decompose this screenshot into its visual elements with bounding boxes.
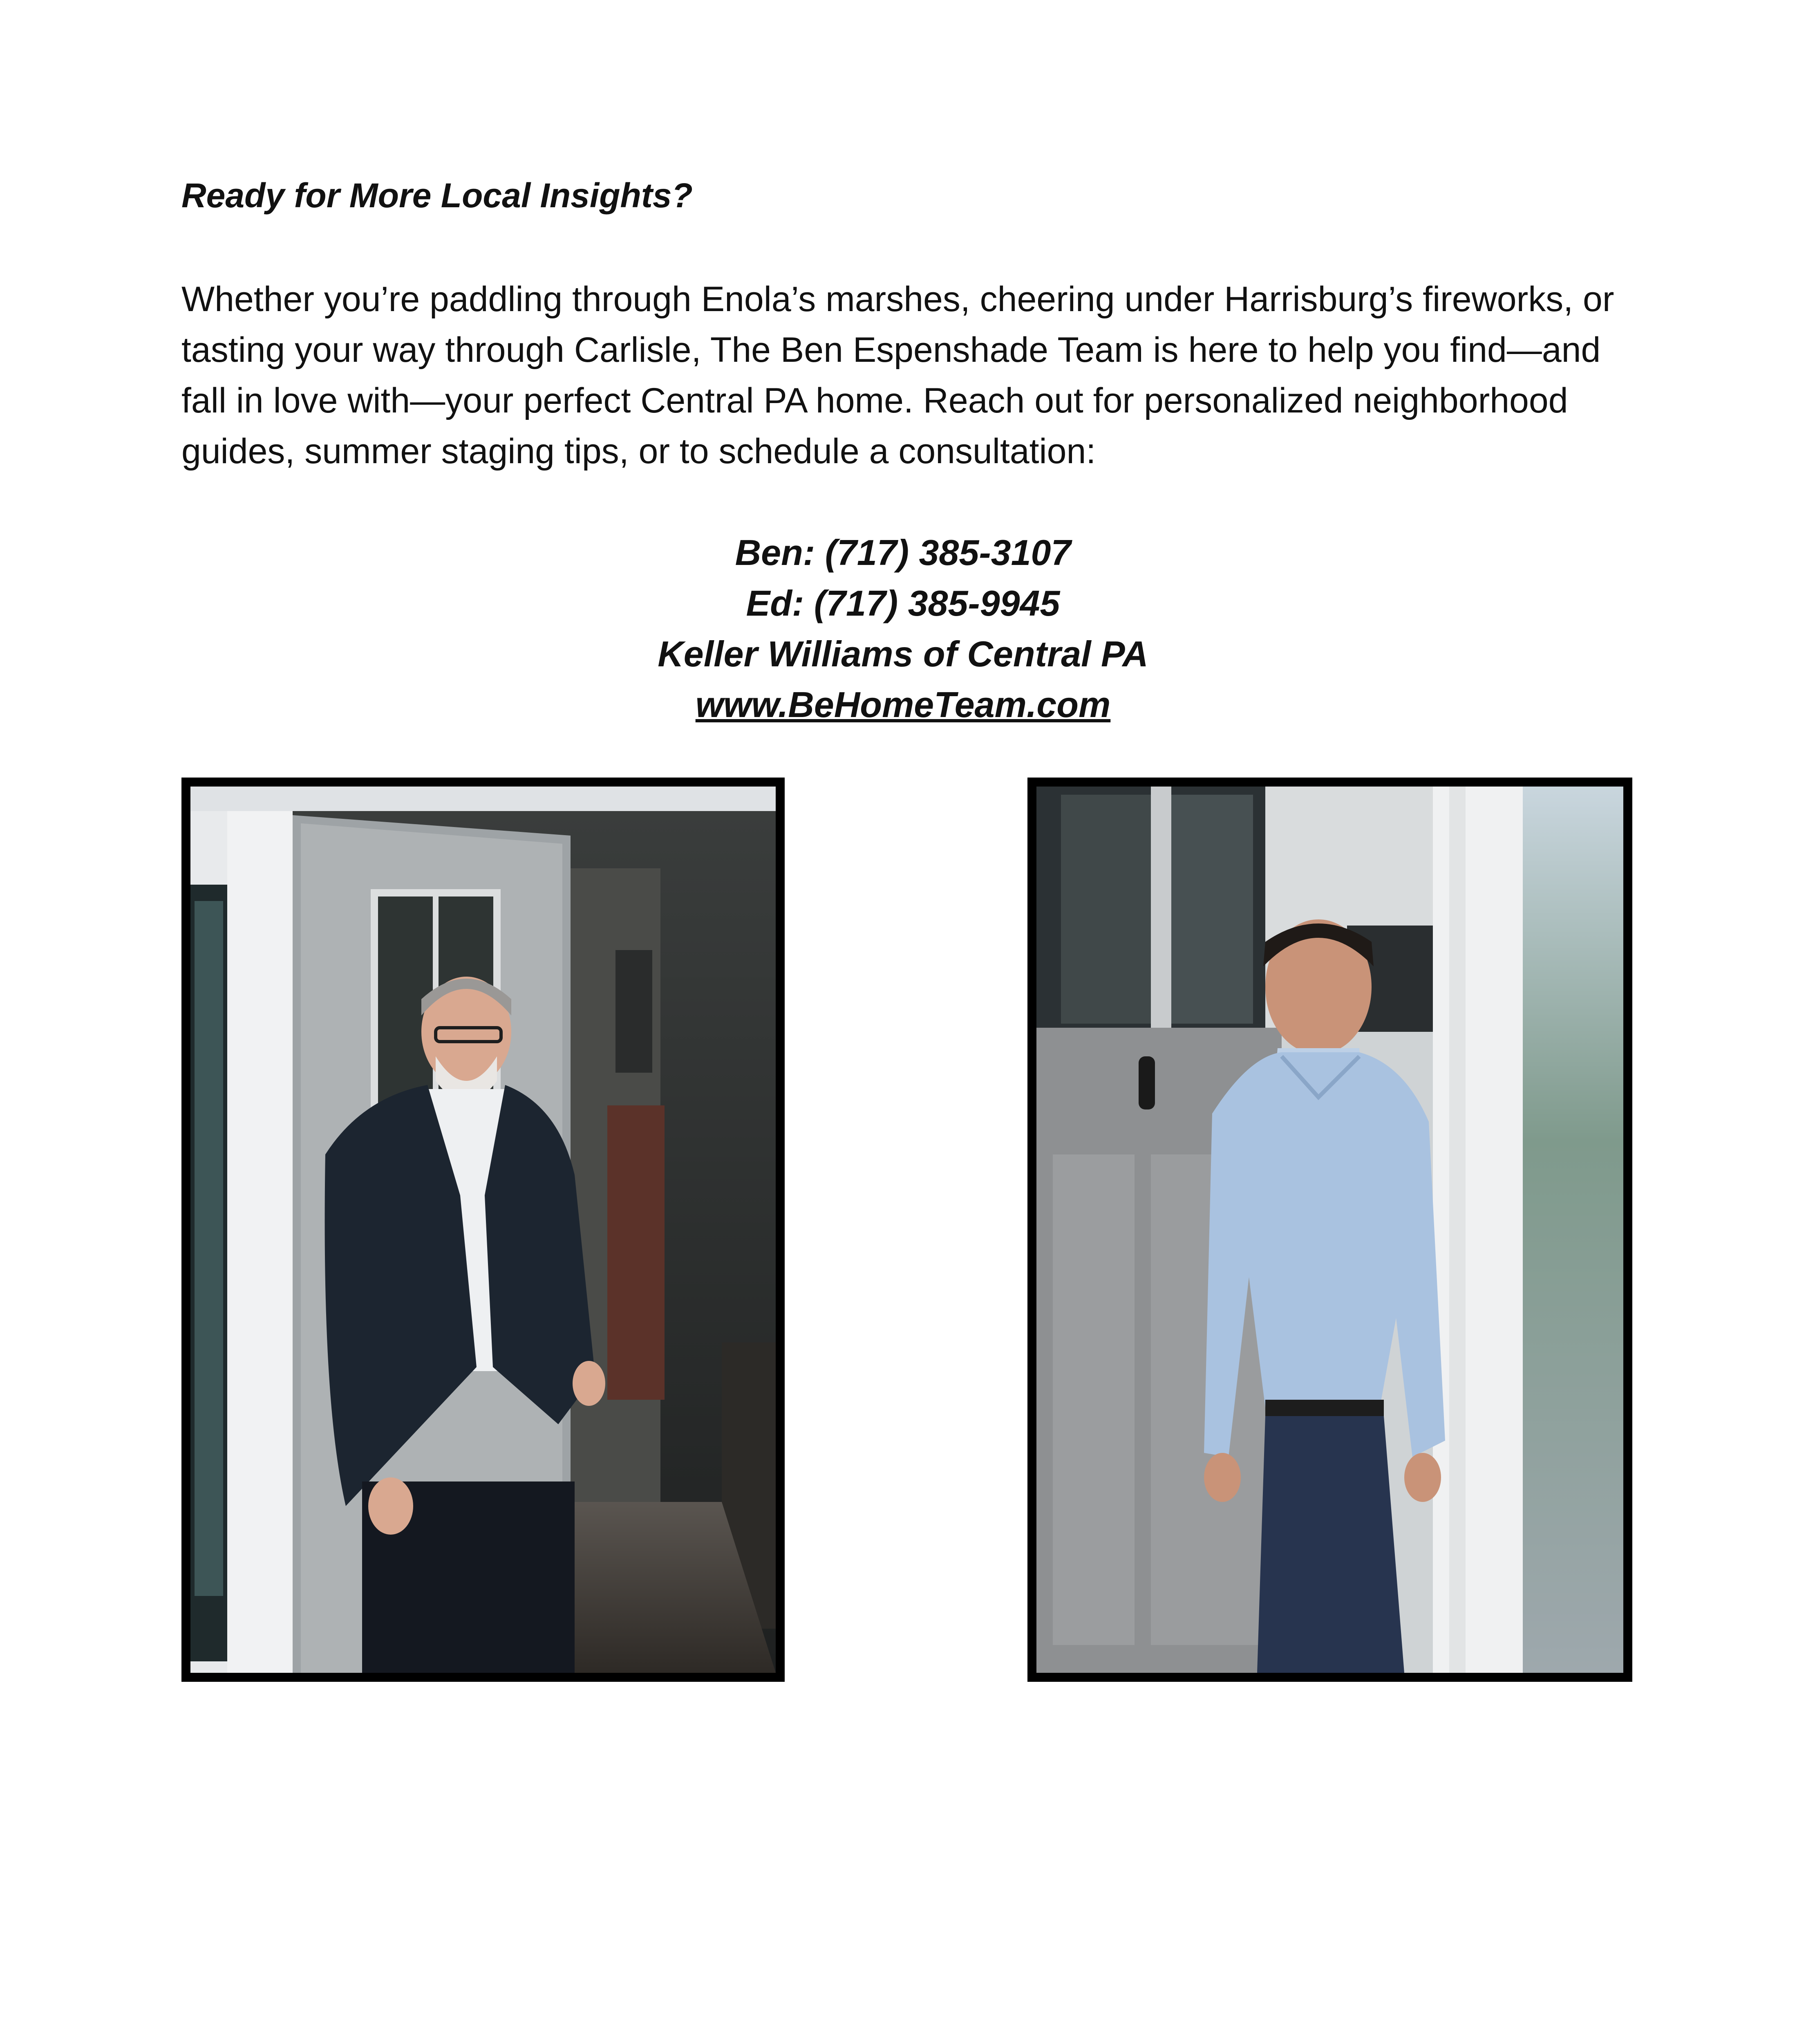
contact-ben-phone[interactable]: Ben: (717) 385-3107 — [735, 532, 1071, 573]
contact-website-link[interactable]: www.BeHomeTeam.com — [695, 684, 1111, 725]
portrait-image-right — [1036, 787, 1623, 1673]
intro-paragraph: Whether you’re paddling through Enola’s marshes, cheering under Harrisburg’s fireworks, or tasting your way through Carlisle, The Ben Espenshade Team is here to help you find—and fall in love with—your perfect Central PA home. Reach out for personalized neighborhood guides, summer staging tips, or to schedule a consultation: — [181, 280, 1614, 471]
contact-block — [0, 527, 1806, 730]
photo-ben — [1027, 778, 1632, 1682]
contact-ed-phone[interactable]: Ed: (717) 385-9945 — [746, 583, 1060, 623]
contact-company: Keller Williams of Central PA — [658, 634, 1148, 674]
section-heading: Ready for More Local Insights? — [181, 176, 693, 215]
portrait-image-left — [190, 787, 776, 1673]
photo-ed — [181, 778, 785, 1682]
